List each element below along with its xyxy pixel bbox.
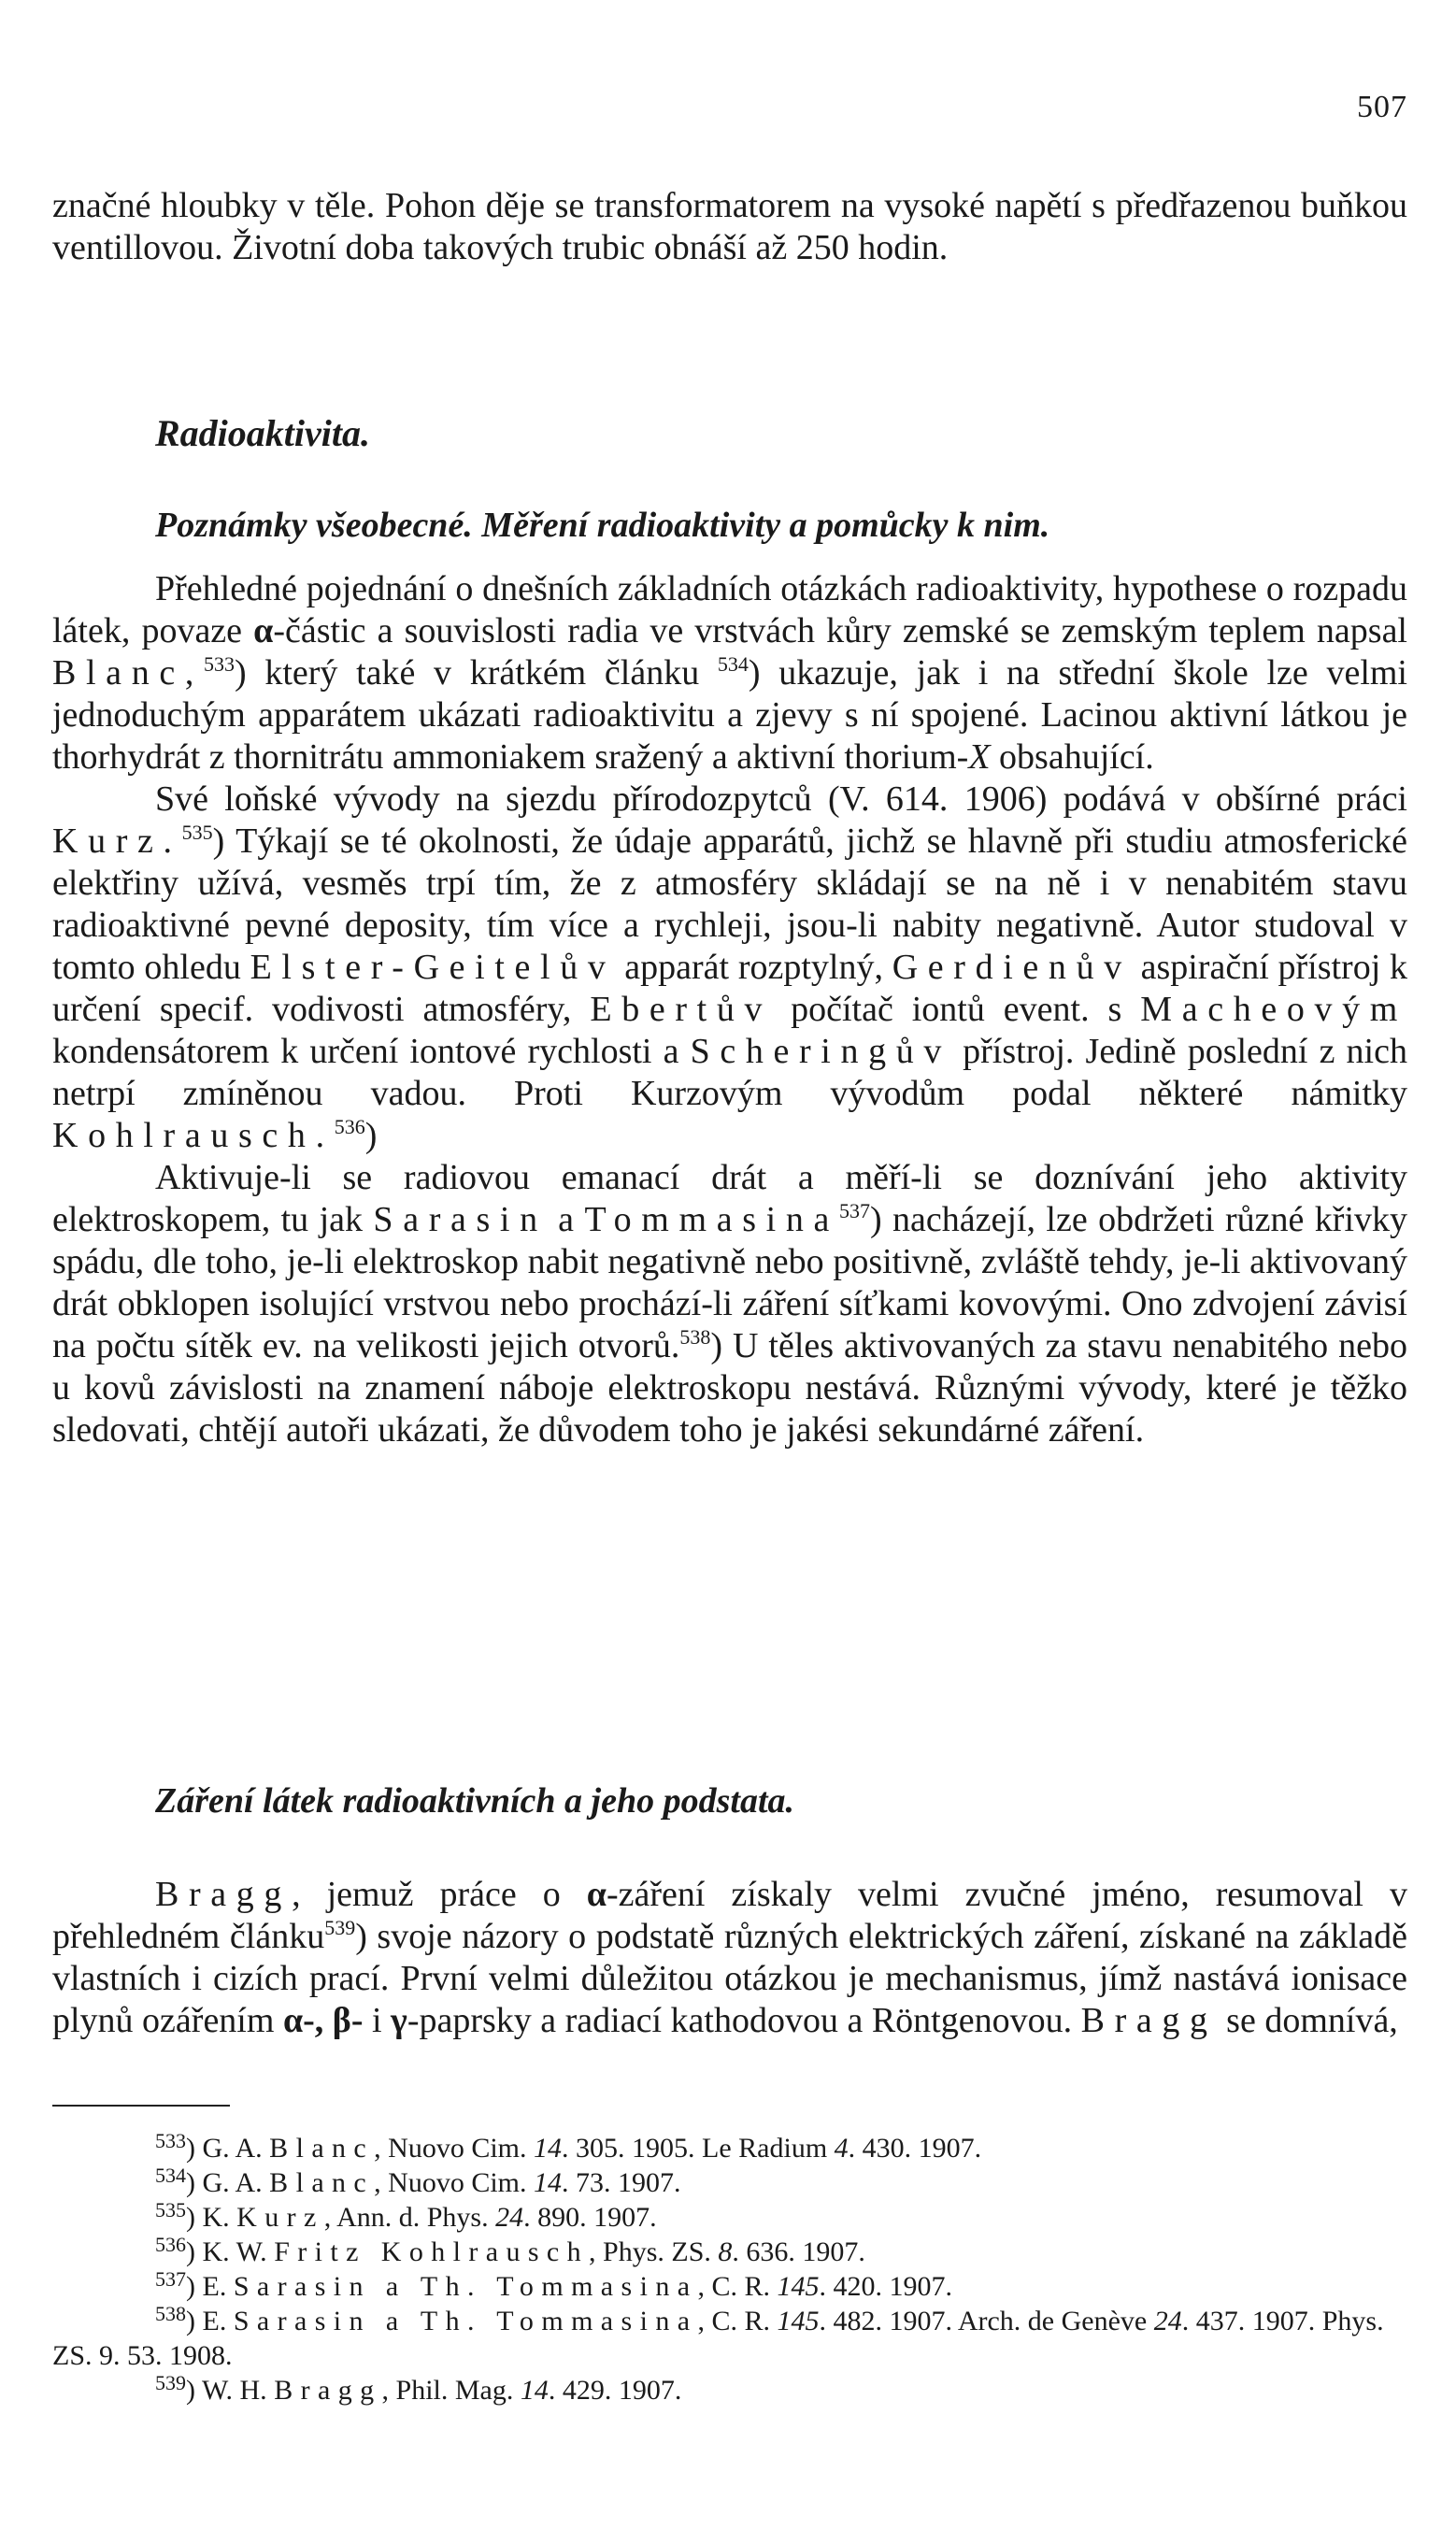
author-name: Sarasin [373,1200,548,1239]
paragraph-kurz: Své loňské vývody na sjezdu přírodozpytců (V. 614. 1906) podává v obšírné práci Kurz.$^{535}$) Týkají se té okolnosti, že údaje apparátů, jichž se hlavně při studiu atmosferické elektřiny užívá, vesměs trpí tím, že z atmosféry skládají se na ně i v nenabitém stavu radioaktivné pevné deposity, tím více a rychleji, jsou-li nabity negativně. Autor studoval v tomto ohledu Elster-Geitelův apparát rozptylný, Gerdienův aspirační přístroj k určení specif. vodivosti atmosféry, Ebertův počítač iontů event. s Macheovým kondensátorem k určení iontové rychlosti a Scheringův přístroj. Jedině poslední z nich netrpí zmíněnou vadou. Proti Kurzovým vývodům podal některé námitky Kohlrausch.$^{536}$) [52,779,1407,1155]
author-name: Scheringův [690,1032,952,1071]
author-name: Gerdienův [892,948,1132,987]
paragraph-bragg: Bragg, jemuž práce o α-záření získaly velmi zvučné jméno, resumoval v přehledném článku$^{539}$) svoje názory o podstatě různých elektrických záření, získané na základě vlastních i cizích prací. První velmi důležitou otázkou je mechanismus, jímž nastává ionisace plynů ozářením α-, β- i γ-paprsky a radiací kathodovou a Röntgenovou. Bragg se domnívá, [52,1875,1407,2040]
footnote-537: $^{537}$) E. Sarasin a Th. Tommasina, C. R. 145. 420. 1907. [155,2267,952,2302]
author-name: Bragg [1080,2001,1218,2040]
author-name: Blanc, [52,653,204,693]
subheading-radiation: Záření látek radioaktivních a jeho podstata. [155,1781,795,1821]
section-heading: Radioaktivita. [155,412,370,454]
author-name: Bragg [155,1875,293,1914]
footnote-ref: 539 [324,1916,356,1939]
footnote-ref: 535 [181,821,213,844]
author-name: Elster-Geitelův [250,948,616,987]
footnote-ref: 533 [203,652,235,676]
author-name: Tommasina [584,1200,839,1239]
footnote-533: $^{533}$) G. A. Blanc, Nuovo Cim. 14. 305. 1905. Le Radium 4. 430. 1907. [155,2129,982,2164]
footnote-ref: 537 [838,1199,870,1222]
document-page [52,0,1407,2543]
paragraph-blanc: Přehledné pojednání o dnešních základních otázkách radioaktivity, hypothese o rozpadu látek, povaze α-částic a souvislosti radia ve vrstvách kůry zemské se zemským teplem napsal Blanc,$^{533}$) který také v krátkém článku $^{534}$) ukazuje, jak i na střední škole lze velmi jednoduchým apparátem ukázati radioaktivitu a zjevy s ní spojené. Lacinou aktivní látkou je thorhydrát z thornitrátu ammoniakem sražený a aktivní thorium-X obsahující. [52,569,1407,777]
subheading-general-notes: Poznámky všeobecné. Měření radioaktivity a pomůcky k nim. [155,506,1050,545]
author-name: Kohlrausch. [52,1116,335,1155]
page-number: 507 [1357,90,1407,124]
footnote-534: $^{534}$) G. A. Blanc, Nuovo Cim. 14. 73. 1907. [155,2164,681,2198]
section-body-radiation [52,1874,1407,2042]
footnote-538: $^{538}$) E. Sarasin a Th. Tommasina, C. R. 145. 482. 1907. Arch. de Genève 24. 437. 1907. Phys. ZS. 9. 53. 1908. [52,2302,1384,2371]
footnotes [52,2131,1407,2407]
author-name: Ebertův [590,990,773,1029]
footnote-535: $^{535}$) K. Kurz, Ann. d. Phys. 24. 890. 1907. [155,2198,657,2233]
footnote-ref: 534 [717,652,749,676]
intro-paragraph: značné hloubky v těle. Pohon děje se transformatorem na vysoké napětí s předřazenou buňkou ventillovou. Životní doba takových trubic obnáší až 250 hodin. [52,186,1407,267]
section-body-radioactivity [52,568,1407,1451]
paragraph-sarasin: Aktivuje-li se radiovou emanací drát a měří-li se doznívání jeho aktivity elektroskopem, tu jak Sarasin a Tommasina$^{537}$) nacházejí, lze obdržeti různé křivky spádu, dle toho, je-li elektroskop nabit negativně nebo positivně, zvláště tehdy, je-li aktivovaný drát obklopen isolující vrstvou nebo prochází-li záření síťkami kovovými. Ono zdvojení závisí na počtu sítěk ev. na velikosti jejich otvorů.$^{538}$) U těles aktivovaných za stavu nenabitého nebo u kovů závislosti na znamení náboje elektroskopu nestává. Různými vývody, které je těžko sledovati, chtějí autoři ukázati, že důvodem toho je jakési sekundárné záření. [52,1158,1407,1450]
footnote-536: $^{536}$) K. W. Fritz Kohlrausch, Phys. ZS. 8. 636. 1907. [155,2233,865,2267]
footnote-ref: 538 [679,1325,711,1349]
footnote-ref: 536 [334,1115,365,1138]
author-name: Kurz. [52,821,182,861]
footnote-539: $^{539}$) W. H. Bragg, Phil. Mag. 14. 429. 1907. [155,2371,682,2406]
author-name: Macheovým [1140,990,1407,1029]
footnote-separator [52,2105,230,2107]
